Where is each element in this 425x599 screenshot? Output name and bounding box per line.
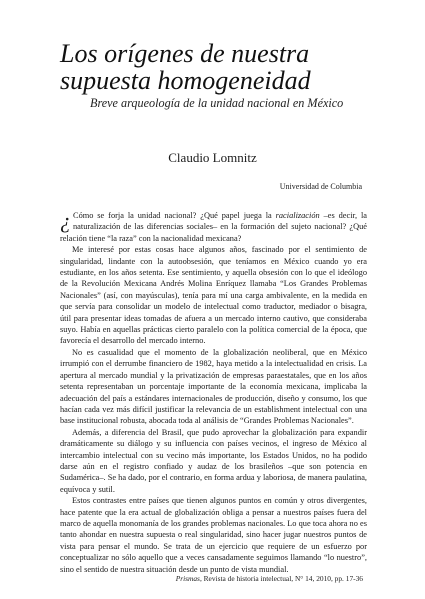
paragraph-2: Me interesé por estas cosas hace algunos años, fascinado por el sentimiento de singularidad, lindante con la autoobsesión, que teníamos en México cuando yo era estudiante, en los años setenta. Ese sentimiento, y aquella obsesión con lo que el ideólogo de la Revolución Mexicana Andrés Molina Enríquez llamaba “Los Grandes Problemas Nacionales” (así, con mayúsculas), tenía para mí una carga ambivalente, en la medida en que servía para consolidar un modelo de intelectual como traductor, mediador o bisagra, útil para presentar ideas tomadas de afuera a un mercado interno cautivo, que consideraba suyo. Había en aquellas prácticas cierto paralelo con la política comercial de la época, que favorecía el desarrollo del mercado interno.: [60, 245, 367, 346]
article-body: [60, 210, 367, 575]
paragraph-1: [60, 210, 367, 244]
article-subtitle: Breve arqueología de la unidad nacional en México: [90, 96, 344, 110]
paragraph-1-text-b: –es decir, la naturalización de las diferencias sociales– en la formación del sujeto nacional? ¿Qué relación tiene “la raza” con la nacionalidad mexicana?: [60, 211, 367, 243]
drop-cap: ¿: [60, 208, 71, 233]
paragraph-3: No es casualidad que el momento de la globalización neoliberal, que en México irrumpió con el derrumbe financiero de 1982, haya metido a la intelectualidad en crisis. La apertura al mercado mundial y la privatización de empresas paraestatales, que en los años setenta representaban un porcentaje importante de la economía mexicana, implicaba la adecuación del país a estándares internacionales de producción, diseño y consumo, los que hacían cada vez más difícil justificar la relevancia de un establishment intelectual con una base institucional robusta, abocada toda al análisis de “Grandes Problemas Nacionales”.: [60, 347, 367, 426]
title-line-2: supuesta homogeneidad: [60, 66, 311, 95]
paragraph-4: Además, a diferencia del Brasil, que pudo aprovechar la globalización para expandir dramáticamente su diálogo y su influencia con países vecinos, el ingreso de México al intercambio intelectual con su vecino más importante, los Estados Unidos, no ha podido darse aún en el registro confiado y audaz de los brasileños –que son potencia en Sudamérica–. Se ha dado, por el contrario, en forma ardua y laboriosa, de manera paulatina, equívoca y sutil.: [60, 427, 367, 494]
paragraph-1-emphasis: racialización: [275, 211, 320, 220]
author-name: Claudio Lomnitz: [168, 150, 257, 165]
article-title: [60, 40, 390, 94]
paragraph-1-text-a: Cómo se forja la unidad nacional? ¿Qué papel juega la: [73, 211, 276, 220]
journal-citation: , Revista de historia intelectual, N° 14, 2010, pp. 17-36: [199, 574, 363, 583]
paragraph-5: Estos contrastes entre países que tienen algunos puntos en común y otros divergentes, hace patente que la era actual de globalización obliga a pensar a nuestros países fuera del marco de aquella monomanía de los grandes problemas nacionales. Lo que toca ahora no es tanto ahondar en nuestra supuesta o real singularidad, sino hacer jugar nuestros puntos de vista para pensar el mundo. Se trata de un ejercicio que requiere de un esfuerzo por conceptualizar no sólo aquello que a veces cansadamente seguimos llamando “lo nuestro”, sino el sentido de nuestra situación desde un punto de vista mundial.: [60, 496, 367, 574]
author-affiliation: Universidad de Columbia: [279, 182, 362, 191]
title-line-1: Los orígenes de nuestra: [60, 39, 310, 68]
journal-name: Prismas: [175, 574, 200, 583]
journal-footer: [176, 574, 363, 583]
